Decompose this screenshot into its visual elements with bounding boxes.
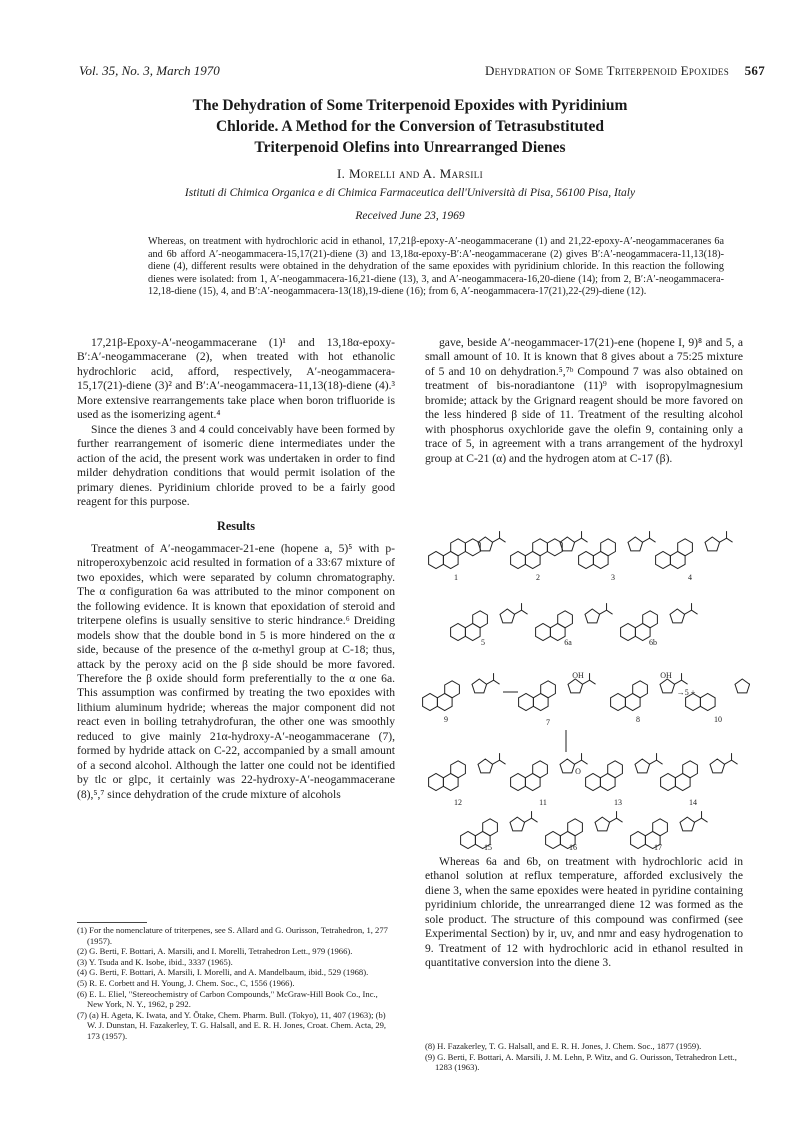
- journal-volume: Vol. 35, No. 3, March 1970: [79, 63, 220, 78]
- molecule-structure: [661, 753, 738, 790]
- isopropyl-group: [725, 753, 738, 764]
- isopropyl-group: [600, 603, 613, 614]
- molecule-structure: [579, 531, 656, 568]
- received-date: Received June 23, 1969: [355, 210, 465, 222]
- ring: [429, 552, 444, 569]
- footnote-rule: [77, 922, 147, 923]
- title-line-3: Triterpenoid Olefins into Unrearranged Dienes: [254, 139, 566, 156]
- article-title: [60, 95, 760, 158]
- molecule-structure: [631, 811, 708, 848]
- footnote-item: (9) G. Berti, F. Bottari, A. Marsili, J. M. Lehn, P. Witz, and G. Ourisson, Tetrahedron Lett., 1283 (1963).: [425, 1051, 737, 1073]
- molecule-structure: [546, 811, 623, 848]
- molecule-structure: [429, 753, 506, 790]
- ring: [683, 761, 698, 778]
- body-paragraph: Whereas 6a and 6b, on treatment with hydrochloric acid in ethanol solution at reflux temperature, afforded exclusively the diene 3, when the same epoxides were heated in pyridine containing pyridinium chloride, the unrearranged diene 12 was formed as the sole product. The structure of this compound was confirmed (see Experimental Section) by ir, uv, and nmr and easy hydrogenation to 9. Treatment of 12 with hydrochloric acid in ethanol resulted in quantitative conversion into the diene 3.: [425, 855, 743, 970]
- ring: [710, 759, 725, 773]
- left-column: [77, 336, 395, 802]
- structure-label: 5: [481, 638, 485, 647]
- ring: [631, 832, 646, 849]
- ring: [628, 537, 643, 551]
- footnote-item: (7) (a) H. Ageta, K. Iwata, and Y. Ōtake, Chem. Pharm. Bull. (Tokyo), 11, 407 (1963); (b) W. J. Dunstan, H. Fazakerley, T. G. Halsall, and E. R. H. Jones, Croat. Chem. Acta, 29, 173 (1957).: [77, 1009, 387, 1041]
- ring: [451, 761, 466, 778]
- ring: [635, 759, 650, 773]
- title-line-1: The Dehydration of Some Triterpenoid Epoxides with Pyridinium: [192, 97, 628, 114]
- ring: [461, 832, 476, 849]
- results-heading: Results: [217, 519, 255, 534]
- structure-label: 16: [569, 843, 577, 850]
- affiliation: Istituti di Chimica Organica e di Chimica Farmaceutica dell'Università di Pisa, 56100 Pisa, Italy: [184, 187, 636, 199]
- ring: [445, 681, 460, 698]
- footnote-item: (1) For the nomenclature of triterpenes, see S. Allard and G. Ourisson, Tetrahedron, 1, 277 (1957).: [77, 925, 388, 946]
- isopropyl-group: [575, 753, 588, 764]
- ring: [621, 624, 636, 641]
- ring: [670, 609, 685, 623]
- isopropyl-group: [610, 811, 623, 822]
- title-line-2: Chloride. A Method for the Conversion of Tetrasubstituted: [215, 118, 605, 135]
- molecule-structure: [519, 673, 596, 710]
- chemical-structures-diagram: [418, 520, 750, 850]
- ring: [568, 679, 583, 693]
- isopropyl-group: [515, 603, 528, 614]
- structure-label: 17: [654, 843, 662, 850]
- right-column: [425, 336, 743, 466]
- ring: [700, 694, 715, 711]
- running-title: [485, 63, 765, 79]
- molecule-structure: [451, 603, 528, 640]
- right-column-continued: [425, 855, 743, 971]
- ring: [541, 681, 556, 698]
- isopropyl-group: [720, 531, 733, 542]
- ring: [633, 681, 648, 698]
- molecule-structure: [423, 673, 500, 710]
- ring: [560, 759, 575, 773]
- ring: [519, 694, 534, 711]
- ring: [547, 539, 562, 556]
- ring: [568, 819, 583, 836]
- isopropyl-group: [493, 753, 506, 764]
- body-paragraph: Since the dienes 3 and 4 could conceivably have been formed by further rearrangement of isomeric diene intermediates under the action of the acid, the present work was undertaken in order to find milder dehydration conditions that would permit isolation of the primary dienes. Pyridinium chloride proved to be a fairly good reagent for this purpose.: [77, 422, 395, 508]
- isopropyl-group: [487, 673, 500, 684]
- ring: [680, 817, 695, 831]
- ring: [579, 552, 594, 569]
- ring: [595, 817, 610, 831]
- isopropyl-group: [643, 531, 656, 542]
- structure-label: 9: [444, 715, 448, 724]
- ring: [451, 624, 466, 641]
- structure-label: 8: [636, 715, 640, 724]
- molecule-structure: [461, 811, 538, 848]
- ring: [656, 552, 671, 569]
- isopropyl-group: [493, 531, 506, 542]
- structure-label: 12: [454, 798, 462, 807]
- footnote-item: (3) Y. Tsuda and K. Isobe, ibid., 3337 (1965).: [77, 956, 233, 967]
- isopropyl-group: [650, 753, 663, 764]
- structure-label: 4: [688, 573, 692, 582]
- ring: [511, 552, 526, 569]
- structure-label: 13: [614, 798, 622, 807]
- molecule-structure: [511, 531, 588, 568]
- page-number: 567: [744, 63, 765, 78]
- ring: [643, 611, 658, 628]
- ring: [533, 761, 548, 778]
- ring: [558, 611, 573, 628]
- ring: [472, 679, 487, 693]
- ring: [510, 817, 525, 831]
- running-head: [79, 63, 765, 81]
- isopropyl-group: [583, 673, 596, 684]
- structure-label: 2: [536, 573, 540, 582]
- footnote-item: (2) G. Berti, F. Bottari, A. Marsili, and I. Morelli, Tetrahedron Lett., 979 (1966).: [77, 946, 353, 957]
- structure-label: OH: [660, 671, 672, 680]
- ring: [660, 679, 675, 693]
- ring: [601, 539, 616, 556]
- ring: [473, 611, 488, 628]
- structure-label: 1: [454, 573, 458, 582]
- footnotes-left: [77, 925, 395, 1042]
- footnote-item: (5) R. E. Corbett and H. Young, J. Chem. Soc., C, 1556 (1966).: [77, 977, 295, 988]
- running-title-text: Dehydration of Some Triterpenoid Epoxides: [484, 63, 730, 78]
- structure-label: O: [575, 767, 581, 776]
- ring: [465, 539, 480, 556]
- ring: [533, 539, 548, 556]
- ring: [735, 679, 750, 693]
- ring: [678, 539, 693, 556]
- molecule-structure: [536, 603, 613, 640]
- ring: [483, 819, 498, 836]
- ring: [511, 774, 526, 791]
- structures-figure: [418, 520, 750, 850]
- footnote-item: (4) G. Berti, F. Bottari, A. Marsili, I. Morelli, and A. Mandelbaum, ibid., 529 (1968).: [77, 967, 369, 978]
- molecule-structure: [621, 603, 698, 640]
- ring: [608, 761, 623, 778]
- footnotes-right: [425, 1041, 743, 1073]
- ring: [586, 774, 601, 791]
- abstract: Whereas, on treatment with hydrochloric acid in ethanol, 17,21β-epoxy-A′-neogammacerane (1) and 21,22-epoxy-A′-neogammaceranes 6a and 6b afford A′-neogammacera-15,17(21)-diene (3) and 13,18α-epoxy-B′:A′-neogammacerane (2) gives B′:A′-neogammacera-11,13(18)-diene (4), different results were obtained in the dehydration of the same epoxides with pyridinium chloride. In this reaction the following dienes were isolated: from 1, A′-neogammacera-16,21-diene (13), 3, and A′-neogammacera-16,20-diene (14); from 2, B′:A′-neogammacera-12,18-diene (15), 4, and B′:A′-neogammacera-13(18),19-diene (16); from 6, A′-neogammacera-17(21),22-(29)-diene (12).: [148, 236, 724, 298]
- footnote-item: (8) H. Fazakerley, T. G. Halsall, and E. R. H. Jones, J. Chem. Soc., 1877 (1959).: [425, 1041, 702, 1051]
- ring: [500, 609, 515, 623]
- isopropyl-group: [675, 673, 688, 684]
- ring: [661, 774, 676, 791]
- structure-label: OH: [572, 671, 584, 680]
- molecule-structure: [586, 753, 663, 790]
- molecule-structure: [656, 531, 733, 568]
- molecule-structure: [429, 531, 506, 568]
- body-paragraph: 17,21β-Epoxy-A′-neogammacerane (1)¹ and 13,18α-epoxy-B′:A′-neogammacerane (2), when treated with hot ethanolic hydrochloric acid, afford, respectively, A′-neogammacera-15,17(21)-diene (3)² and B′:A′-neogammacera-11,13(18)-diene (4).³ More extensive rearrangements take place when boron trifluoride is used as the isomerizing agent.⁴: [77, 336, 395, 422]
- ring: [451, 539, 466, 556]
- ring: [705, 537, 720, 551]
- structure-label: →5 +: [676, 688, 696, 697]
- ring: [653, 819, 668, 836]
- structure-label: 6a: [564, 638, 572, 647]
- isopropyl-group: [685, 603, 698, 614]
- authors: I. Morelli and A. Marsili: [336, 166, 484, 181]
- body-paragraph: gave, beside A′-neogammacer-17(21)-ene (hopene I, 9)⁸ and 5, a small amount of 10. It is known that 8 gives about a 75:25 mixture of 5 and 10 on dehydration.⁵,⁷ᵇ Compound 7 was also obtained on treatment of bis-noradiantone (11)⁹ with isopropylmagnesium bromide; attack by the Grignard reagent should be more favored on the less hindered β side of 11. Treatment of the resulting alcohol with phosphorus oxychloride gave the olefin 9, containing only a trace of 5, in agreement with a trans arrangement of the hydroxyl group at C-21 (α) and the hydrogen atom at C-17 (β).: [425, 336, 743, 465]
- ring: [536, 624, 551, 641]
- structure-label: 15: [484, 843, 492, 850]
- ring: [429, 774, 444, 791]
- isopropyl-group: [695, 811, 708, 822]
- structure-label: 7: [546, 718, 550, 727]
- body-paragraph: Treatment of A′-neogammacer-21-ene (hopene a, 5)⁵ with p-nitroperoxybenzoic acid resulted in formation of a 33:67 mixture of two epoxides, which were separated by column chromatography. The α configuration 6a was attributed to the minor component on the following evidence. It is known that epoxidation of steroid and triterpene olefins is usually sensitive to steric hindrance.⁶ Dreiding models show that the double bond in 5 is more hindered on the α side, because of the presence of the α-methyl group at C-18; thus, attack by the peroxy acid on the β side should be more favored. Therefore the β oxide should form preferentially to the α one 6a. This assumption was confirmed by treating the two epoxides with lithium aluminum hydride; whereas the major component did not react even in boiling tetrahydrofuran, the other one was smoothly reduced to give mainly 21α-hydroxy-A′-neogammacerane (7), formed by hydride attack on C-22, accompanied by a small amount of a second alcohol. Although the latter one could not be identified by tlc or glpc, it certainly was 22-hydroxy-A′-neogammacerane (8),⁵,⁷ since dehydration of the crude mixture of alcohols: [77, 541, 395, 801]
- structure-label: 10: [714, 715, 722, 724]
- footnote-item: (6) E. L. Eliel, "Stereochemistry of Carbon Compounds," McGraw-Hill Book Co., Inc., New York, N. Y., 1962, p 292.: [77, 988, 378, 1010]
- ring: [611, 694, 626, 711]
- structure-label: 14: [689, 798, 697, 807]
- ring: [423, 694, 438, 711]
- ring: [585, 609, 600, 623]
- isopropyl-group: [575, 531, 588, 542]
- ring: [546, 832, 561, 849]
- ring: [478, 759, 493, 773]
- structure-label: 11: [539, 798, 547, 807]
- structure-label: 3: [611, 573, 615, 582]
- isopropyl-group: [525, 811, 538, 822]
- structure-label: 6b: [649, 638, 657, 647]
